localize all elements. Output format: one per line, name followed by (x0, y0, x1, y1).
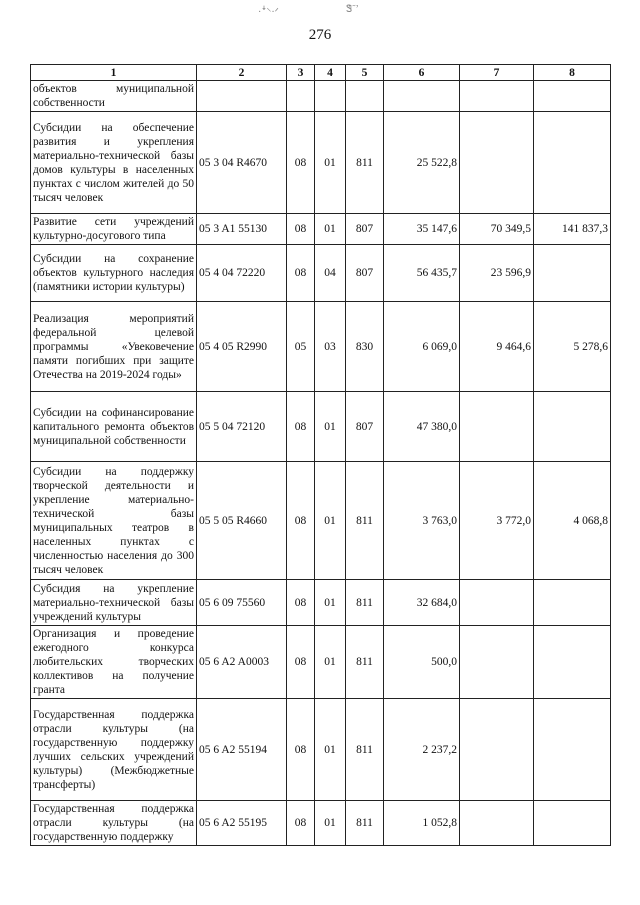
row-amount-3 (534, 392, 611, 462)
row-amount-3 (534, 245, 611, 302)
row-expense-type: 807 (346, 214, 384, 245)
row-amount-1: 56 435,7 (384, 245, 460, 302)
row-name: Реализация мероприятий федеральной целевой программы «Увековечение памяти погибших при защите Отечества на 2019-2024 годы» (31, 302, 197, 392)
col-header-6: 6 (384, 65, 460, 81)
row-expense-type: 811 (346, 626, 384, 699)
row-amount-2 (460, 580, 534, 626)
col-header-8: 8 (534, 65, 611, 81)
row-section: 08 (287, 214, 315, 245)
table-row (31, 580, 611, 626)
col-header-7: 7 (460, 65, 534, 81)
col-header-2: 2 (197, 65, 287, 81)
row-name: Организация и проведение ежегодного конкурса любительских творческих коллективов на получение гранта (31, 626, 197, 699)
row-expense-type: 811 (346, 699, 384, 801)
table-row (31, 245, 611, 302)
row-section: 08 (287, 112, 315, 214)
row-code: 05 6 09 75560 (197, 580, 287, 626)
row-amount-3 (534, 801, 611, 846)
row-section: 08 (287, 245, 315, 302)
row-amount-1: 35 147,6 (384, 214, 460, 245)
table-row (31, 112, 611, 214)
budget-table (30, 64, 611, 846)
row-amount-2 (460, 392, 534, 462)
row-amount-3 (534, 580, 611, 626)
table-row (31, 699, 611, 801)
row-subsection: 03 (315, 302, 346, 392)
table-row (31, 626, 611, 699)
row-section: 08 (287, 626, 315, 699)
col-header-5: 5 (346, 65, 384, 81)
row-expense-type (346, 81, 384, 112)
row-code: 05 3 04 R4670 (197, 112, 287, 214)
row-amount-1 (384, 81, 460, 112)
row-name: Развитие сети учреждений культурно-досугового типа (31, 214, 197, 245)
row-name: Субсидии на софинансирование капитального ремонта объектов муниципальной собственности (31, 392, 197, 462)
row-subsection: 01 (315, 462, 346, 580)
col-header-3: 3 (287, 65, 315, 81)
col-header-1: 1 (31, 65, 197, 81)
row-amount-1: 25 522,8 (384, 112, 460, 214)
page-number: 276 (308, 27, 332, 43)
row-expense-type: 830 (346, 302, 384, 392)
row-amount-3: 141 837,3 (534, 214, 611, 245)
row-amount-2: 23 596,9 (460, 245, 534, 302)
row-subsection (315, 81, 346, 112)
table-row (31, 81, 611, 112)
row-code: 05 5 05 R4660 (197, 462, 287, 580)
row-section: 08 (287, 801, 315, 846)
row-expense-type: 811 (346, 580, 384, 626)
row-name: Государственная поддержка отрасли культуры (на государственную поддержку лучших сельских учреждений культуры) (Межбюджетные трансферты) (31, 699, 197, 801)
row-expense-type: 807 (346, 245, 384, 302)
row-amount-3 (534, 81, 611, 112)
row-amount-1: 3 763,0 (384, 462, 460, 580)
row-amount-1: 500,0 (384, 626, 460, 699)
row-subsection: 01 (315, 580, 346, 626)
row-code: 05 6 A2 55195 (197, 801, 287, 846)
row-amount-2 (460, 626, 534, 699)
scan-mark-right: Ꮥ˜ʼ (346, 4, 359, 15)
row-name: Субсидии на обеспечение развития и укрепления материально-технической базы домов культуры в населенных пунктах с числом жителей до 50 тысяч человек (31, 112, 197, 214)
scan-mark-left: ·ꜜ⸌·ᐟ (258, 7, 279, 18)
row-code: 05 4 05 R2990 (197, 302, 287, 392)
row-section (287, 81, 315, 112)
row-amount-2: 70 349,5 (460, 214, 534, 245)
row-section: 08 (287, 462, 315, 580)
row-amount-3 (534, 699, 611, 801)
row-subsection: 01 (315, 801, 346, 846)
row-subsection: 01 (315, 392, 346, 462)
row-name: Субсидии на сохранение объектов культурного наследия (памятники истории культуры) (31, 245, 197, 302)
row-code: 05 6 A2 55194 (197, 699, 287, 801)
row-code: 05 3 A1 55130 (197, 214, 287, 245)
row-code: 05 4 04 72220 (197, 245, 287, 302)
row-amount-3: 5 278,6 (534, 302, 611, 392)
row-section: 08 (287, 392, 315, 462)
row-amount-3 (534, 626, 611, 699)
table-row (31, 302, 611, 392)
row-section: 08 (287, 580, 315, 626)
row-amount-1: 1 052,8 (384, 801, 460, 846)
row-expense-type: 807 (346, 392, 384, 462)
row-amount-1: 6 069,0 (384, 302, 460, 392)
table-row (31, 214, 611, 245)
row-amount-2: 9 464,6 (460, 302, 534, 392)
table-row (31, 392, 611, 462)
row-name: объектов муниципальной собственности (31, 81, 197, 112)
row-code: 05 5 04 72120 (197, 392, 287, 462)
row-expense-type: 811 (346, 462, 384, 580)
row-expense-type: 811 (346, 112, 384, 214)
row-subsection: 01 (315, 112, 346, 214)
row-code: 05 6 A2 A0003 (197, 626, 287, 699)
col-header-4: 4 (315, 65, 346, 81)
row-name: Государственная поддержка отрасли культуры (на государственную поддержку (31, 801, 197, 846)
row-subsection: 01 (315, 626, 346, 699)
row-amount-2 (460, 699, 534, 801)
row-name: Субсидия на укрепление материально-технической базы учреждений культуры (31, 580, 197, 626)
table-row (31, 801, 611, 846)
table-row (31, 462, 611, 580)
row-expense-type: 811 (346, 801, 384, 846)
header-row (31, 65, 611, 81)
row-amount-1: 32 684,0 (384, 580, 460, 626)
row-amount-2 (460, 112, 534, 214)
row-amount-1: 47 380,0 (384, 392, 460, 462)
row-amount-3: 4 068,8 (534, 462, 611, 580)
row-amount-1: 2 237,2 (384, 699, 460, 801)
row-subsection: 04 (315, 245, 346, 302)
row-amount-2 (460, 81, 534, 112)
row-subsection: 01 (315, 699, 346, 801)
row-name: Субсидии на поддержку творческой деятельности и укрепление материально-технической базы муниципальных театров в населенных пунктах с численностью населения до 300 тысяч человек (31, 462, 197, 580)
row-amount-2: 3 772,0 (460, 462, 534, 580)
row-section: 05 (287, 302, 315, 392)
row-subsection: 01 (315, 214, 346, 245)
row-amount-3 (534, 112, 611, 214)
row-code (197, 81, 287, 112)
row-section: 08 (287, 699, 315, 801)
row-amount-2 (460, 801, 534, 846)
